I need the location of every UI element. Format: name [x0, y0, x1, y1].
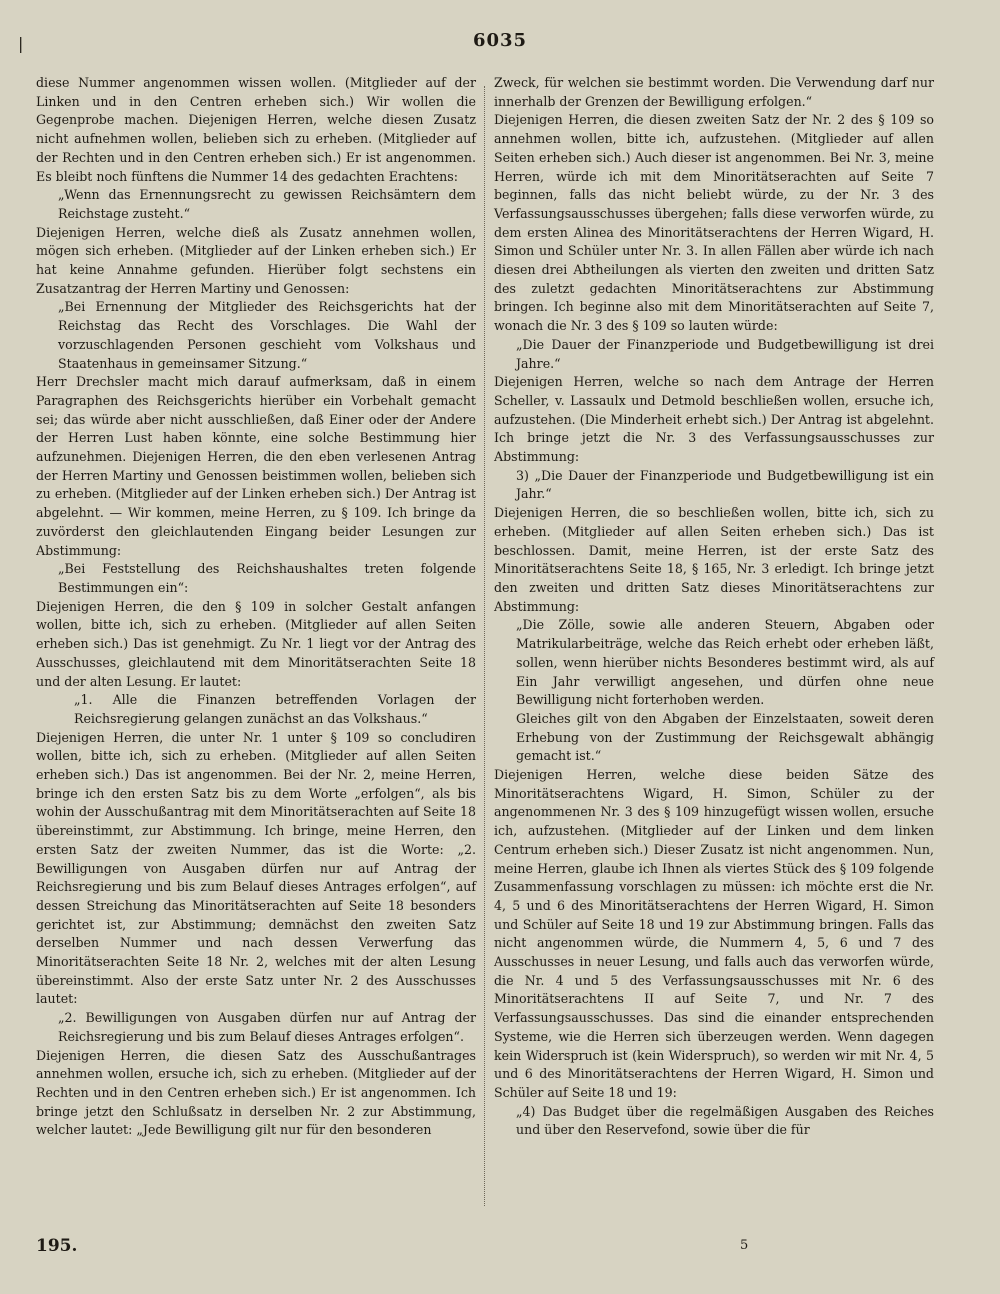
- paragraph: „4) Das Budget über die regelmäßigen Ausgaben des Reiches und über den Reservefond, sowie über die für: [516, 1103, 934, 1138]
- paragraph: „Die Zölle, sowie alle anderen Steuern, Abgaben oder Matrikularbeiträge, welche das Reich erhebt oder erheben läßt, sollen, wenn hierüber nichts Besonderes bestimmt wird, als auf Ein Jahr verwilligt angesehen, und dürfen ohne neue Bewilligung nicht forterhoben werden.: [516, 617, 934, 708]
- paragraph: „Bei Ernennung der Mitglieder des Reichsgerichts hat der Reichstag das Recht des Vorschlages. Die Wahl der vorzuschlagenden Personen geschieht vom Volkshaus und Staatenhaus in gemeinsamer Sitzung.“: [58, 299, 476, 371]
- paragraph: Diejenigen Herren, welche dieß als Zusatz annehmen wollen, mögen sich erheben. (Mitglieder auf der Linken erheben sich.) Er hat keine Annahme gefunden. Hierüber folgt sechstens ein Zusatzantrag der Herren Martiny und Genossen:: [36, 224, 476, 296]
- paragraph: Diejenigen Herren, welche diese beiden Sätze des Minoritätserachtens Wigard, H. Simon, Schüler zu der angenommenen Nr. 3 des § 109 hinzugefügt wissen wollen, ersuche ich, aufzustehen. (Mitglieder auf der Linken und dem linken Centrum erheben sich.) Dieser Zusatz ist nicht angenommen. Nun, meine Herren, glaube ich Ihnen als viertes Stück des § 109 folgende Zusammenfassung vorschlagen zu müssen: ich möchte erst die Nr. 4, 5 und 6 des Minoritätserachtens der Herren Wigard, H. Simon und Schüler auf Seite 18 und 19 zur Abstimmung bringen. Falls das nicht angenommen würde, die Nummern 4, 5, 6 und 7 des Ausschusses in neuer Lesung, und falls auch das verworfen würde, die Nr. 4 und 5 des Verfassungsausschusses mit Nr. 6 des Minoritätserachtens II auf Seite 7, und Nr. 7 des Verfassungsausschusses. Das sind die einander entsprechenden Systeme, wie die Herren sich überzeugen werden. Wenn dagegen kein Widerspruch ist (kein Widerspruch), so werden wir mit Nr. 4, 5 und 6 des Minoritätserachtens der Herren Wigard, H. Simon und Schüler auf Seite 18 und 19:: [494, 767, 934, 1100]
- paragraph: Herr Drechsler macht mich darauf aufmerksam, daß in einem Paragraphen des Reichsgerichts hierüber ein Vorbehalt gemacht sei; das würde aber nicht ausschließen, daß Einer oder der Andere der Herren Lust haben könnte, eine solche Bestimmung hier aufzunehmen. Diejenigen Herren, die den eben verlesenen Antrag der Herren Martiny und Genossen beistimmen wollen, belieben sich zu erheben. (Mitglieder auf der Linken erheben sich.) Der Antrag ist abgelehnt. — Wir kommen, meine Herren, zu § 109. Ich bringe da zuvörderst den gleichlautenden Eingang beider Lesungen zur Abstimmung:: [36, 374, 476, 558]
- paragraph: Zweck, für welchen sie bestimmt worden. Die Verwendung darf nur innerhalb der Grenzen der Bewilligung erfolgen.“: [494, 75, 934, 109]
- paragraph: 3) „Die Dauer der Finanzperiode und Budgetbewilligung ist ein Jahr.“: [516, 467, 934, 502]
- paragraph: Diejenigen Herren, welche so nach dem Antrage der Herren Scheller, v. Lassaulx und Detmold beschließen wollen, ersuche ich, aufzustehen. (Die Minderheit erhebt sich.) Der Antrag ist abgelehnt. Ich bringe jetzt die Nr. 3 des Verfassungsausschusses zur Abstimmung:: [494, 374, 934, 465]
- margin-mark: |: [18, 34, 24, 53]
- paragraph: „2. Bewilligungen von Ausgaben dürfen nur auf Antrag der Reichsregierung und bis zum Belauf dieses Antrages erfolgen“.: [58, 1010, 476, 1044]
- paragraph: Gleiches gilt von den Abgaben der Einzelstaaten, soweit deren Erhebung von der Zustimmung der Reichsgewalt abhängig gemacht ist.“: [516, 710, 934, 764]
- column-divider: [484, 86, 486, 1206]
- page-number: 6035: [472, 30, 528, 51]
- right-column: [494, 74, 934, 1140]
- left-column: [36, 74, 476, 1140]
- paragraph: Diejenigen Herren, die den § 109 in solcher Gestalt anfangen wollen, bitte ich, sich zu erheben. (Mitglieder auf allen Seiten erheben sich.) Das ist genehmigt. Zu Nr. 1 liegt vor der Antrag des Ausschusses, gleichlautend mit dem Minoritätserachten Seite 18 und der alten Lesung. Er lautet:: [36, 598, 476, 689]
- paragraph: Diejenigen Herren, die diesen Satz des Ausschußantrages annehmen wollen, ersuche ich, sich zu erheben. (Mitglieder auf der Rechten und in den Centren erheben sich.) Er ist angenommen. Ich bringe jetzt den Schlußsatz in derselben Nr. 2 zur Abstimmung, welcher lautet: „Jede Bewilligung gilt nur für den besonderen: [36, 1047, 476, 1138]
- paragraph: „Wenn das Ernennungsrecht zu gewissen Reichsämtern dem Reichstage zusteht.“: [58, 187, 476, 221]
- paragraph: Diejenigen Herren, die unter Nr. 1 unter § 109 so concludiren wollen, bitte ich, sich zu erheben. (Mitglieder auf allen Seiten erheben sich.) Das ist angenommen. Bei der Nr. 2, meine Herren, bringe ich den ersten Satz bis zu dem Worte „erfolgen“, als bis wohin der Ausschußantrag mit dem Minoritätserachten auf Seite 18 übereinstimmt, zur Abstimmung. Ich bringe, meine Herren, den ersten Satz der zweiten Nummer, das ist die Worte: „2. Bewilligungen von Ausgaben dürfen nur auf Antrag der Reichsregierung und bis zum Belauf dieses Antrages erfolgen“, auf dessen Streichung das Minoritätserachten auf Seite 18 besonders gerichtet ist, zur Abstimmung; demnächst den zweiten Satz derselben Nummer und nach dessen Verwerfung das Minoritätserachten Seite 18 Nr. 2, welches mit der alten Lesung übereinstimmt. Also der erste Satz unter Nr. 2 des Ausschusses lautet:: [36, 729, 476, 1007]
- paragraph: „Bei Feststellung des Reichshaushaltes treten folgende Bestimmungen ein“:: [58, 561, 476, 595]
- signature-mark: 195.: [36, 1236, 78, 1256]
- paragraph: Diejenigen Herren, die diesen zweiten Satz der Nr. 2 des § 109 so annehmen wollen, bitte ich, aufzustehen. (Mitglieder auf allen Seiten erheben sich.) Auch dieser ist angenommen. Bei Nr. 3, meine Herren, würde ich mit dem Minoritätserachten auf Seite 7 beginnen, falls das nicht beliebt würde, zu der Nr. 3 des Verfassungsausschusses übergehen; falls diese verworfen würde, zu dem ersten Alinea des Minoritätserachtens der Herren Wigard, H. Simon und Schüler unter Nr. 3. In allen Fällen aber würde ich nach diesen drei Abtheilungen als vierten den zweiten und dritten Satz des zuletzt gedachten Minoritätserachtens zur Abstimmung bringen. Ich beginne also mit dem Minoritätserachten auf Seite 7, wonach die Nr. 3 des § 109 so lauten würde:: [494, 112, 934, 334]
- paragraph: „Die Dauer der Finanzperiode und Budgetbewilligung ist drei Jahre.“: [516, 336, 934, 371]
- paragraph: Diejenigen Herren, die so beschließen wollen, bitte ich, sich zu erheben. (Mitglieder auf allen Seiten erheben sich.) Das ist beschlossen. Damit, meine Herren, ist der erste Satz des Minoritätserachtens Seite 18, § 165, Nr. 3 erledigt. Ich bringe jetzt den zweiten und dritten Satz dieses Minoritätserachtens zur Abstimmung:: [494, 505, 934, 614]
- paragraph: diese Nummer angenommen wissen wollen. (Mitglieder auf der Linken und in den Centren erheben sich.) Wir wollen die Gegenprobe machen. Diejenigen Herren, welche diesen Zusatz nicht aufnehmen wollen, belieben sich zu erheben. (Mitglieder auf der Rechten und in den Centren erheben sich.) Er ist angenommen. Es bleibt noch fünftens die Nummer 14 des gedachten Erachtens:: [36, 75, 476, 184]
- paragraph: „1. Alle die Finanzen betreffenden Vorlagen der Reichsregierung gelangen zunächst an das Volkshaus.“: [74, 692, 476, 726]
- custos-mark: 5: [740, 1238, 749, 1253]
